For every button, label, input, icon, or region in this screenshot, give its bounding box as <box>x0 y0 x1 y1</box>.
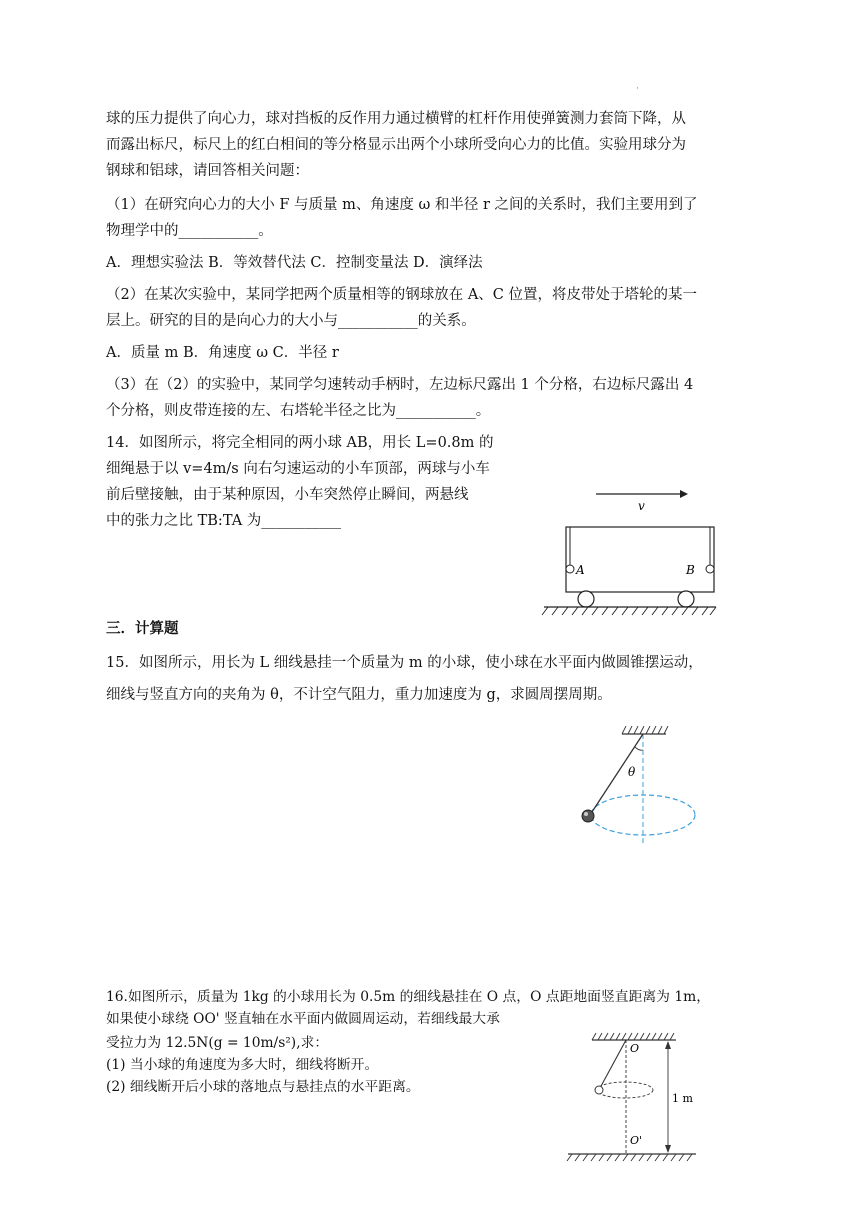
q13-line-3: 钢球和铝球，请回答相关问题： <box>106 163 309 179</box>
q13-part1-line-1: （1）在研究向心力的大小 F 与质量 m、角速度 ω 和半径 r 之间的关系时，我们主要用到了 <box>106 197 698 213</box>
q15-line-2: 细线与竖直方向的夹角为 θ，不计空气阻力，重力加速度为 g，求圆周摆周期。 <box>106 687 612 703</box>
q16-sub-2: (2) 细线断开后小球的落地点与悬挂点的水平距离。 <box>106 1079 420 1095</box>
q13-line-2: 而露出标尺，标尺上的红白相间的等分格显示出两个小球所受向心力的比值。实验用球分为 <box>106 137 686 153</box>
ball-b-label: B <box>686 563 695 577</box>
ball-a-label: A <box>576 563 585 577</box>
q13-part2-options: A．质量 m B．角速度 ω C．半径 r <box>106 345 339 361</box>
q16-line-3: 受拉力为 12.5N(g = 10m/s²),求： <box>106 1035 329 1051</box>
theta-label: θ <box>628 765 636 779</box>
q16-sub-1: (1) 当小球的角速度为多大时，细线将断开。 <box>106 1057 379 1073</box>
velocity-label: v <box>638 499 645 513</box>
q16-line-2: 如果使小球绕 OO' 竖直轴在水平面内做圆周运动，若细线最大承 <box>106 1011 500 1027</box>
section-title: 三．计算题 <box>106 621 179 637</box>
q14-line-1: 14．如图所示，将完全相同的两小球 AB，用长 L=0.8m 的 <box>106 435 494 451</box>
q14-line-2: 细绳悬于以 v=4m/s 向右匀速运动的小车顶部，两球与小车 <box>106 461 490 477</box>
q14-line-3: 前后壁接触，由于某种原因，小车突然停止瞬间，两悬线 <box>106 487 469 503</box>
conical-pendulum-figure <box>568 726 708 871</box>
q13-part2-line-1: （2）在某次实验中，某同学把两个质量相等的钢球放在 A、C 位置，将皮带处于塔轮的某一 <box>106 287 698 303</box>
q13-part1-options: A．理想实验法 B．等效替代法 C．控制变量法 D．演绎法 <box>106 255 483 271</box>
rotating-ball-figure <box>562 1030 702 1162</box>
q16-line-1: 16.如图所示，质量为 1kg 的小球用长为 0.5m 的细线悬挂在 O 点，O 点距地面竖直距离为 1m， <box>106 989 711 1005</box>
q13-line-1: 球的压力提供了向心力，球对挡板的反作用力通过横臂的杠杆作用使弹簧测力套筒下降，从 <box>106 111 686 127</box>
cart-figure <box>538 482 718 622</box>
page-mark: · <box>636 84 639 94</box>
q14-line-4: 中的张力之比 TB:TA 为___________ <box>106 513 342 529</box>
q15-line-1: 15．如图所示，用长为 L 细线悬挂一个质量为 m 的小球，使小球在水平面内做圆锥摆运动， <box>106 655 703 671</box>
q13-part3-line-2: 个分格，则皮带连接的左、右塔轮半径之比为___________。 <box>106 403 491 419</box>
q13-part3-line-1: （3）在（2）的实验中，某同学匀速转动手柄时，左边标尺露出 1 个分格，右边标尺露出 4 <box>106 377 694 393</box>
point-o-label: O <box>630 1042 640 1055</box>
point-o-prime-label: O' <box>630 1134 643 1147</box>
q13-part1-line-2: 物理学中的___________。 <box>106 223 273 239</box>
q13-part2-line-2: 层上。研究的目的是向心力的大小与___________的关系。 <box>106 313 476 329</box>
height-label: 1 m <box>672 1092 693 1105</box>
